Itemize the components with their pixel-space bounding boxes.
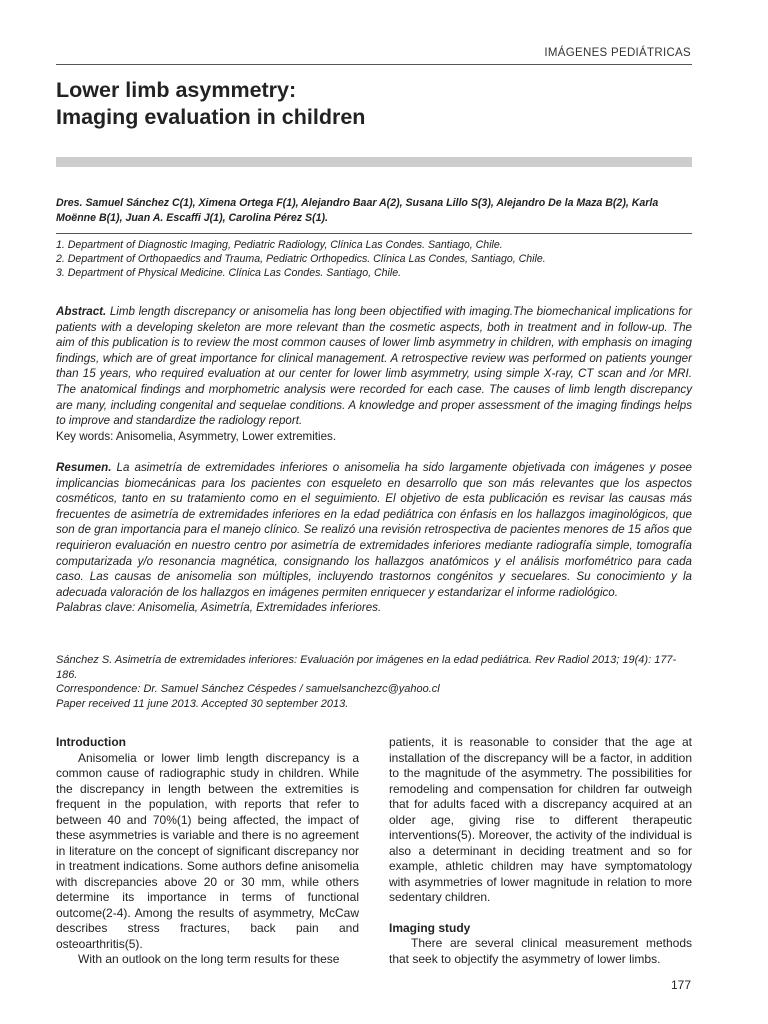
page-number: 177 <box>670 978 691 992</box>
introduction-heading: Introduction <box>56 735 126 749</box>
title-line-1: Lower limb asymmetry: <box>56 78 297 102</box>
resumen <box>56 460 692 616</box>
author-list: Dres. Samuel Sánchez C(1), Ximena Ortega F(1), Alejandro Baar A(2), Susana Lillo S(3), Alejandro De la Maza B(2), Karla Moënne B(1), Juan A. Escaffi J(1), Carolina Pérez S(1). <box>56 197 659 224</box>
column-right <box>389 735 692 967</box>
imaging-study-heading: Imaging study <box>389 920 471 935</box>
correspondence: Correspondence: Dr. Samuel Sánchez Céspedes / samuelsanchezc@yahoo.cl <box>56 683 440 695</box>
article-title <box>56 77 692 131</box>
title-line-2: Imaging evaluation in children <box>56 105 366 129</box>
affiliation-3: 3. Department of Physical Medicine. Clínica Las Condes. Santiago, Chile. <box>56 267 402 279</box>
column-left <box>56 735 359 968</box>
resumen-label: Resumen. <box>56 461 112 474</box>
intro-paragraph-2: With an outlook on the long term results for these <box>78 952 340 966</box>
received-dates: Paper received 11 june 2013. Accepted 30 september 2013. <box>56 697 349 710</box>
citation-reference: Sánchez S. Asimetría de extremidades inferiores: Evaluación por imágenes en la edad pediátrica. Rev Radiol 2013; 19(4): 177-186. <box>56 654 677 681</box>
abstract-keywords: Key words: Anisomelia, Asymmetry, Lower extremities. <box>56 429 337 443</box>
section-label: IMÁGENES PEDIÁTRICAS <box>544 47 691 59</box>
affiliation-1: 1. Department of Diagnostic Imaging, Pediatric Radiology, Clínica Las Condes. Santiago, Chile. <box>56 239 503 251</box>
decorative-bar <box>56 157 692 167</box>
affiliation-2: 2. Department of Orthopaedics and Trauma, Pediatric Orthopedics. Clínica Las Condes, Santiago, Chile. <box>56 253 546 265</box>
header-rule <box>56 64 692 65</box>
affiliations <box>56 238 692 280</box>
abstract-text: Limb length discrepancy or anisomelia has long been objectified with imaging.The biomechanical implications for patients with a developing skeleton are more relevant than the cosmetic aspects, both in treatment and in follow-up. The aim of this publication is to review the most common causes of lower limb asymmetry in children, with emphasis on imaging findings, which are of great importance for clinical management. A retrospective review was performed on patients younger than 15 years, who required evaluation at our center for lower limb asymmetry, using simple X-ray, CT scan and /or MRI. The anatomical findings and morphometric analysis were recorded for each case. The causes of limb length discrepancy are many, including congenital and sequelae conditions. A knowledge and proper assessment of the imaging findings helps to improve and standardize the radiology report. <box>56 305 692 428</box>
intro-paragraph-continued: patients, it is reasonable to consider that the age at installation of the discrepancy will be a factor, in addition to the magnitude of the asymmetry. The possibilities for remodeling and compensation for children far outweigh that for adults faced with a discrepancy acquired at an older age, giving rise to different therapeutic interventions(5). Moreover, the activity of the individual is also a determinant in deciding treatment and so for example, athletic children may have symptomatology with asymmetries of lower magnitude in relation to more sedentary children. <box>389 735 692 904</box>
affiliations-rule <box>56 233 692 234</box>
resumen-keywords: Palabras clave: Anisomelia, Asimetría, Extremidades inferiores. <box>56 601 382 615</box>
abstract-label: Abstract. <box>56 305 107 318</box>
citation-block <box>56 653 692 711</box>
resumen-text: La asimetría de extremidades inferiores o anisomelia ha sido largamente objetivada con imágenes y posee implicancias biomecánicas para los pacientes con esqueleto en desarrollo que son más relevantes que los aspectos cosméticos, tanto en su tratamiento como en el seguimiento. El objetivo de esta publicación es revisar las causas más frecuentes de asimetría de extremidades inferiores en la edad pediátrica con énfasis en los hallazgos imaginológicos, que son de gran importancia para el manejo clínico. Se realizó una revisión retrospectiva de pacientes menores de 15 años que requirieron evaluación en nuestro centro por asimetría de extremidades inferiores mediante radiografía simple, tomografía computarizada y/o resonancia magnética, consignando los hallazgos anatómicos y el análisis morfométrico para cada caso. Las causas de anisomelia son múltiples, incluyendo trastornos congénitos y secuelares. Su conocimiento y la adecuada valoración de los hallazgos en imágenes permiten enriquecer y estandarizar el informe radiológico. <box>56 461 692 599</box>
imaging-paragraph-1: There are several clinical measurement methods that seek to objectify the asymmetry of lower limbs. <box>389 936 692 966</box>
abstract <box>56 304 692 444</box>
intro-paragraph-1: Anisomelia or lower limb length discrepancy is a common cause of radiographic study in children. While the discrepancy in length between the extremities is frequent in the population, with reports that refer to between 40 and 70%(1) being affected, the impact of these asymmetries is variable and there is no agreement in literature on the concept of significant discrepancy nor in treatment indications. Some authors define anisomelia with discrepancies above 20 or 30 mm, while others determine its importance in terms of functional outcome(2-4). Among the results of asymmetry, McCaw describes stress fractures, back pain and osteoarthritis(5). <box>56 750 359 951</box>
